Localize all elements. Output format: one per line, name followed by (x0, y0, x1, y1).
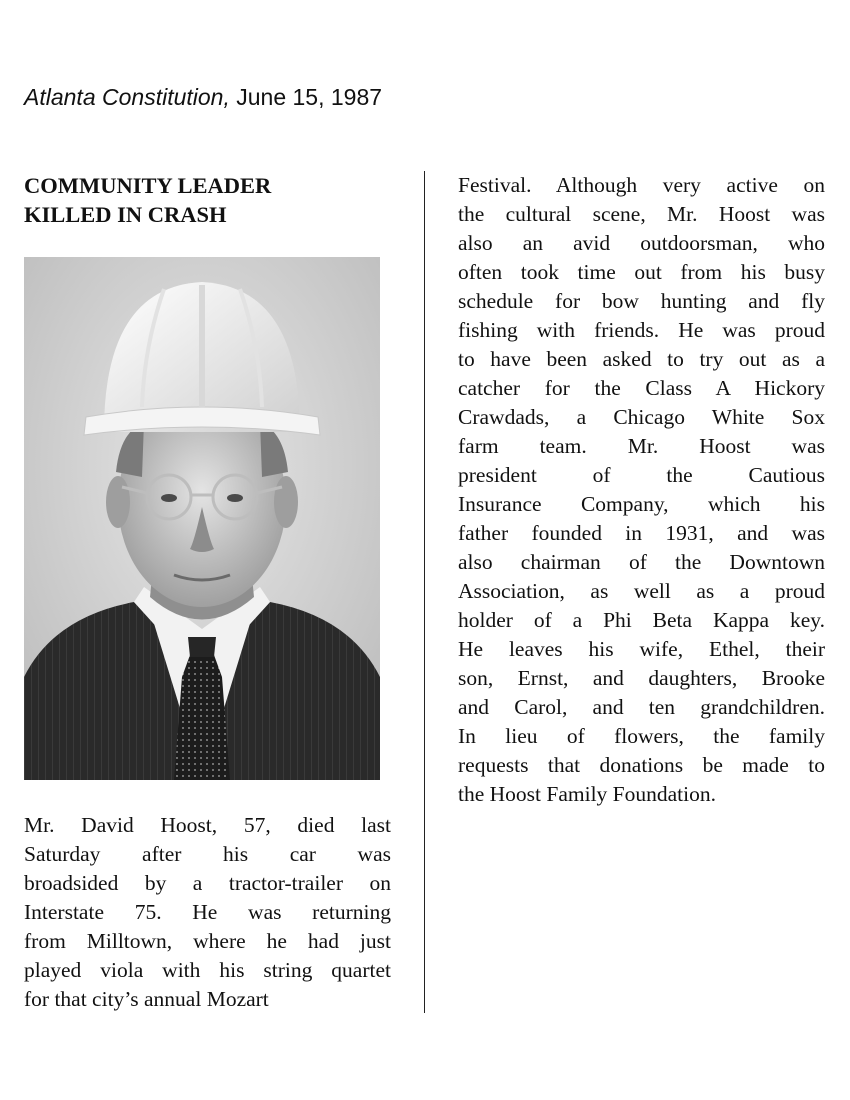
article-line: also an avid outdoorsman, who (458, 231, 825, 255)
article-line: president of the Cautious (458, 463, 825, 487)
article-line: Mr. David Hoost, 57, died last (24, 813, 391, 837)
article-line: He leaves his wife, Ethel, their (458, 637, 825, 661)
article-line: Association, as well as a proud (458, 579, 825, 603)
article-line: to have been asked to try out as a (458, 347, 825, 371)
headline (24, 171, 404, 229)
article-column-right (458, 171, 825, 809)
source-citation (24, 84, 382, 111)
headline-line-1: COMMUNITY LEADER (24, 173, 272, 198)
portrait-photo (24, 257, 380, 780)
article-line: Festival. Although very active on (458, 173, 825, 197)
article-line: the cultural scene, Mr. Hoost was (458, 202, 825, 226)
article-line: played viola with his string quartet (24, 958, 391, 982)
article-line: often took time out from his busy (458, 260, 825, 284)
article-line: and Carol, and ten grandchildren. (458, 695, 825, 719)
article-line: Insurance Company, which his (458, 492, 825, 516)
article-line: catcher for the Class A Hickory (458, 376, 825, 400)
headline-line-2: KILLED IN CRASH (24, 202, 227, 227)
article-line: Interstate 75. He was returning (24, 900, 391, 924)
article-line: son, Ernst, and daughters, Brooke (458, 666, 825, 690)
article-column-left (24, 811, 391, 1014)
article-line: broadsided by a tractor-trailer on (24, 871, 391, 895)
article-line: fishing with friends. He was proud (458, 318, 825, 342)
column-divider (424, 171, 425, 1013)
article-line: father founded in 1931, and was (458, 521, 825, 545)
article-line: from Milltown, where he had just (24, 929, 391, 953)
article-line: requests that donations be made to (458, 753, 825, 777)
article-line: farm team. Mr. Hoost was (458, 434, 825, 458)
article-line: Saturday after his car was (24, 842, 391, 866)
publication-name: Atlanta Constitution, (24, 84, 230, 110)
article-line: In lieu of flowers, the family (458, 724, 825, 748)
article-line: the Hoost Family Foundation. (458, 782, 716, 806)
article-line: Crawdads, a Chicago White Sox (458, 405, 825, 429)
portrait-illustration (24, 257, 380, 780)
article-line: schedule for bow hunting and fly (458, 289, 825, 313)
article-line: holder of a Phi Beta Kappa key. (458, 608, 825, 632)
article-line: also chairman of the Downtown (458, 550, 825, 574)
publication-date: June 15, 1987 (236, 84, 383, 110)
article-line: for that city’s annual Mozart (24, 987, 269, 1011)
